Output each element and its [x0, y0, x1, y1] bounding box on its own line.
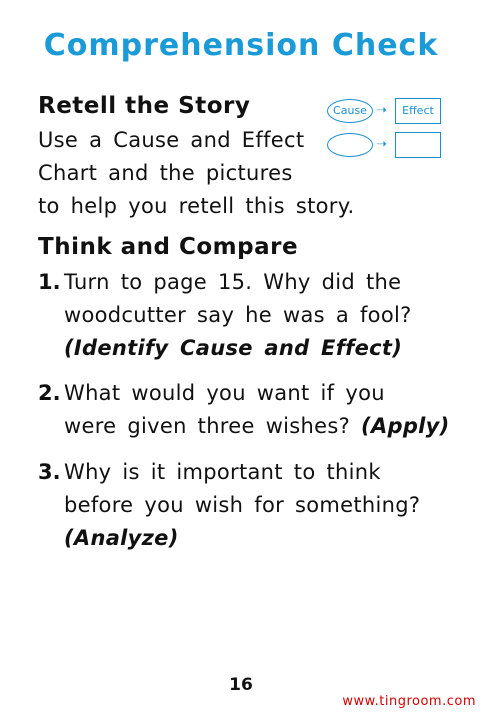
question-2-number: 2.: [38, 381, 61, 405]
question-1-number: 1.: [38, 270, 61, 294]
question-1-line-1: Turn to page 15. Why did the: [64, 270, 402, 294]
retell-line-3: to help you retell this story.: [38, 194, 355, 218]
question-1-line-2: woodcutter say he was a fool?: [64, 303, 412, 327]
question-3-skill-tag: (Analyze): [64, 526, 179, 550]
retell-heading: Retell the Story: [38, 93, 251, 119]
question-2-line-2-text: were given three wishes?: [64, 414, 351, 438]
retell-line-2: Chart and the pictures: [38, 161, 293, 185]
question-1-skill-tag: (Identify Cause and Effect): [64, 336, 403, 360]
arrow-right-icon: ➝: [376, 103, 387, 118]
effect-label: Effect: [402, 104, 434, 117]
cause-label: Cause: [333, 104, 367, 117]
empty-effect-box: [395, 132, 441, 158]
arrow-right-icon: ➝: [376, 137, 387, 152]
empty-cause-oval: [327, 133, 373, 157]
question-3-line-2: before you wish for something?: [64, 493, 421, 517]
question-2-line-1: What would you want if you: [64, 381, 385, 405]
question-3-number: 3.: [38, 460, 61, 484]
retell-line-1: Use a Cause and Effect: [38, 128, 305, 152]
think-heading: Think and Compare: [38, 234, 299, 260]
cause-oval: [327, 99, 373, 123]
page-number: 16: [229, 675, 253, 695]
page-title: Comprehension Check: [43, 28, 439, 63]
question-2-skill-tag: (Apply): [361, 414, 450, 438]
effect-box: [395, 98, 441, 124]
watermark-link[interactable]: www.tingroom.com: [342, 694, 476, 709]
question-2-line-2: [64, 414, 450, 438]
question-3-line-1: Why is it important to think: [64, 460, 381, 484]
